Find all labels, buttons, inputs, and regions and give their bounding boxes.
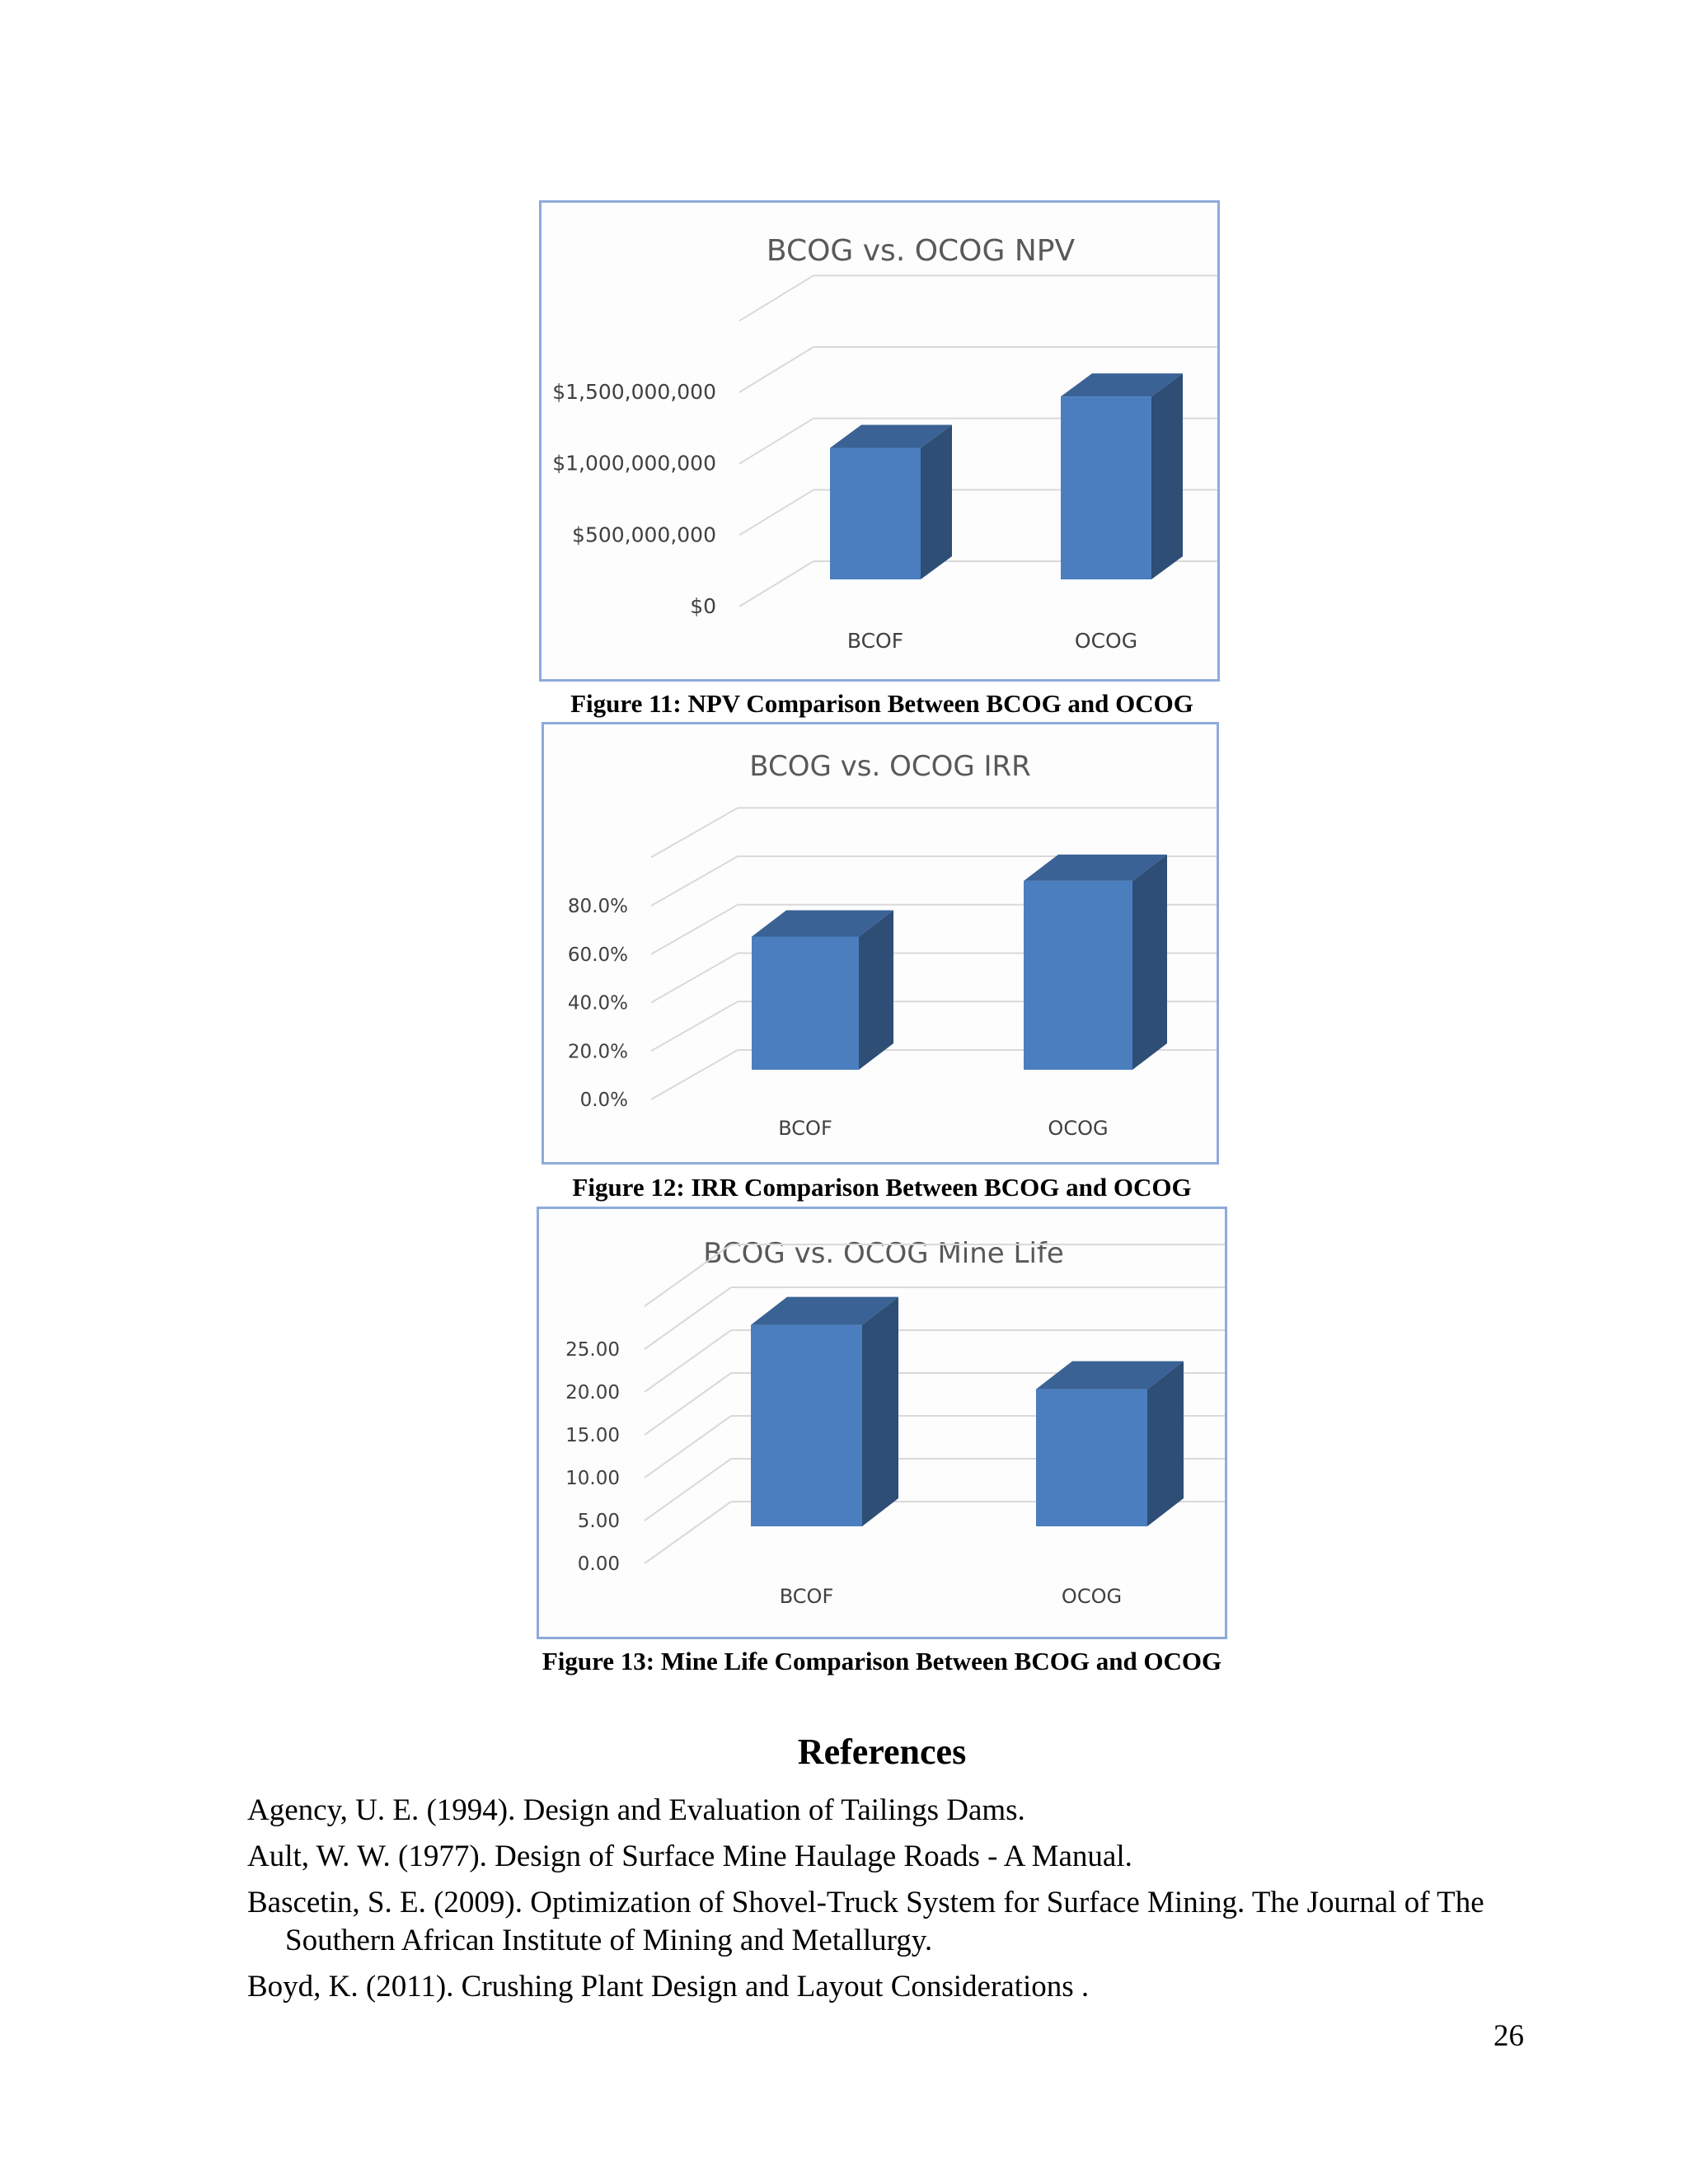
gridline (739, 490, 814, 535)
bar-side (1132, 855, 1167, 1070)
y-tick-label: $0 (690, 594, 716, 618)
reference-item: Bascetin, S. E. (2009). Optimization of Shovel-Truck System for Surface Mining. The Journal of The Southern African Institute of Mining and Metallurgy. (247, 1886, 1484, 1957)
y-tick-label: 5.00 (577, 1511, 620, 1532)
y-tick-label: 20.0% (567, 1041, 628, 1063)
y-tick-label: 20.00 (565, 1382, 620, 1404)
bar (1036, 1390, 1147, 1526)
mine-life-chart-svg (539, 1209, 1225, 1637)
y-tick-label: 25.00 (565, 1339, 620, 1361)
gridline (739, 347, 814, 392)
x-category-label: BCOF (778, 1117, 832, 1140)
gridline (651, 808, 738, 857)
bar (1061, 396, 1151, 579)
bar (830, 448, 921, 579)
gridline (651, 954, 738, 1003)
bar (1024, 881, 1132, 1070)
bar (752, 936, 859, 1070)
npv-chart-svg (542, 203, 1217, 679)
reference-item: Ault, W. W. (1977). Design of Surface Mine Haulage Roads - A Manual. (247, 1840, 1132, 1873)
figure-11-caption: Figure 11: NPV Comparison Between BCOG and OCOG (570, 689, 1193, 718)
y-tick-label: $500,000,000 (572, 523, 716, 547)
gridline (739, 419, 814, 464)
gridline (739, 561, 814, 607)
irr-chart (542, 722, 1219, 1165)
npv-chart (539, 200, 1220, 682)
y-tick-label: $1,500,000,000 (552, 380, 716, 404)
bar-side (921, 425, 952, 579)
bar-side (1151, 373, 1183, 579)
chart-title: BCOG vs. OCOG NPV (766, 234, 1076, 268)
irr-chart-svg (544, 724, 1217, 1162)
x-category-label: OCOG (1048, 1117, 1109, 1140)
gridline (739, 275, 814, 321)
bar (751, 1325, 862, 1526)
reference-item: Boyd, K. (2011). Crushing Plant Design and Layout Considerations . (247, 1970, 1090, 2004)
y-tick-label: 60.0% (567, 944, 628, 966)
bar-side (862, 1297, 898, 1526)
references-heading: References (797, 1732, 967, 1772)
y-tick-label: 10.00 (565, 1468, 620, 1489)
y-tick-label: 15.00 (565, 1425, 620, 1446)
page-number: 26 (1493, 2019, 1524, 2053)
mine-life-chart (537, 1207, 1227, 1639)
reference-item: Agency, U. E. (1994). Design and Evaluation of Tailings Dams. (247, 1793, 1025, 1827)
y-tick-label: 0.00 (577, 1554, 620, 1575)
y-tick-label: 40.0% (567, 992, 628, 1015)
figure-12-caption: Figure 12: IRR Comparison Between BCOG and OCOG (572, 1173, 1192, 1202)
figure-13-caption: Figure 13: Mine Life Comparison Between BCOG and OCOG (542, 1647, 1222, 1675)
x-category-label: OCOG (1074, 629, 1138, 653)
gridline (651, 856, 738, 906)
y-tick-label: $1,000,000,000 (552, 451, 716, 476)
x-category-label: BCOF (846, 629, 904, 653)
gridline (651, 1001, 738, 1051)
gridline (651, 905, 738, 954)
chart-title: BCOG vs. OCOG IRR (749, 750, 1031, 783)
x-category-label: OCOG (1061, 1585, 1123, 1608)
gridline (651, 1050, 738, 1099)
x-category-label: BCOF (779, 1585, 834, 1608)
bar-side (859, 910, 893, 1070)
bar-side (1147, 1361, 1184, 1526)
y-tick-label: 80.0% (567, 896, 628, 917)
y-tick-label: 0.0% (579, 1090, 628, 1111)
chart-title: BCOG vs. OCOG Mine Life (703, 1237, 1064, 1270)
